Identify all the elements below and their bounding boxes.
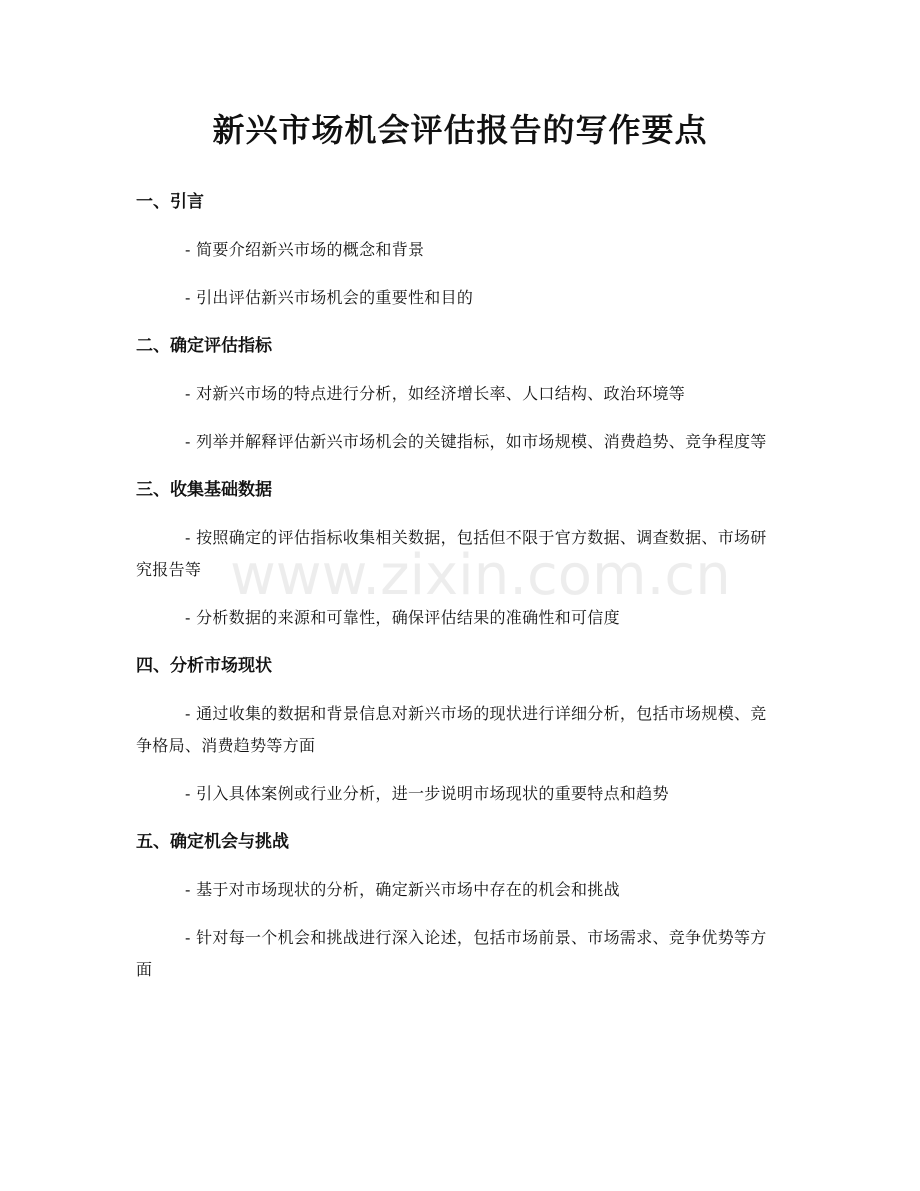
- bullet-paragraph: - 对新兴市场的特点进行分析，如经济增长率、人口结构、政治环境等: [185, 384, 686, 403]
- section-heading: 二、确定评估指标: [136, 336, 272, 356]
- section-market-analysis: [136, 650, 776, 810]
- bullet-paragraph: - 分析数据的来源和可靠性，确保评估结果的准确性和可信度: [185, 608, 620, 627]
- document-body: [136, 186, 776, 1002]
- section-evaluation-indicators: [136, 330, 776, 458]
- bullet-paragraph: - 基于对市场现状的分析，确定新兴市场中存在的机会和挑战: [185, 880, 620, 899]
- section-collect-data: [136, 474, 776, 634]
- section-introduction: [136, 186, 776, 314]
- section-heading: 一、引言: [136, 192, 204, 212]
- section-opportunities-challenges: [136, 826, 776, 986]
- bullet-paragraph: - 列举并解释评估新兴市场机会的关键指标，如市场规模、消费趋势、竞争程度等: [185, 432, 767, 451]
- section-heading: 三、收集基础数据: [136, 480, 272, 500]
- bullet-paragraph: - 简要介绍新兴市场的概念和背景: [185, 240, 425, 259]
- bullet-paragraph: - 引入具体案例或行业分析，进一步说明市场现状的重要特点和趋势: [185, 784, 669, 803]
- bullet-paragraph: - 通过收集的数据和背景信息对新兴市场的现状进行详细分析，包括市场规模、竞争格局、消费趋势等方面: [136, 704, 767, 755]
- bullet-paragraph: - 针对每一个机会和挑战进行深入论述，包括市场前景、市场需求、竞争优势等方面: [136, 928, 767, 979]
- bullet-paragraph: - 引出评估新兴市场机会的重要性和目的: [185, 288, 474, 307]
- section-heading: 四、分析市场现状: [136, 656, 272, 676]
- section-heading: 五、确定机会与挑战: [136, 832, 289, 852]
- watermark: www.zixin.com.cn: [230, 543, 731, 608]
- page-title: 新兴市场机会评估报告的写作要点: [212, 111, 708, 149]
- bullet-paragraph: - 按照确定的评估指标收集相关数据，包括但不限于官方数据、调查数据、市场研究报告等: [136, 528, 767, 579]
